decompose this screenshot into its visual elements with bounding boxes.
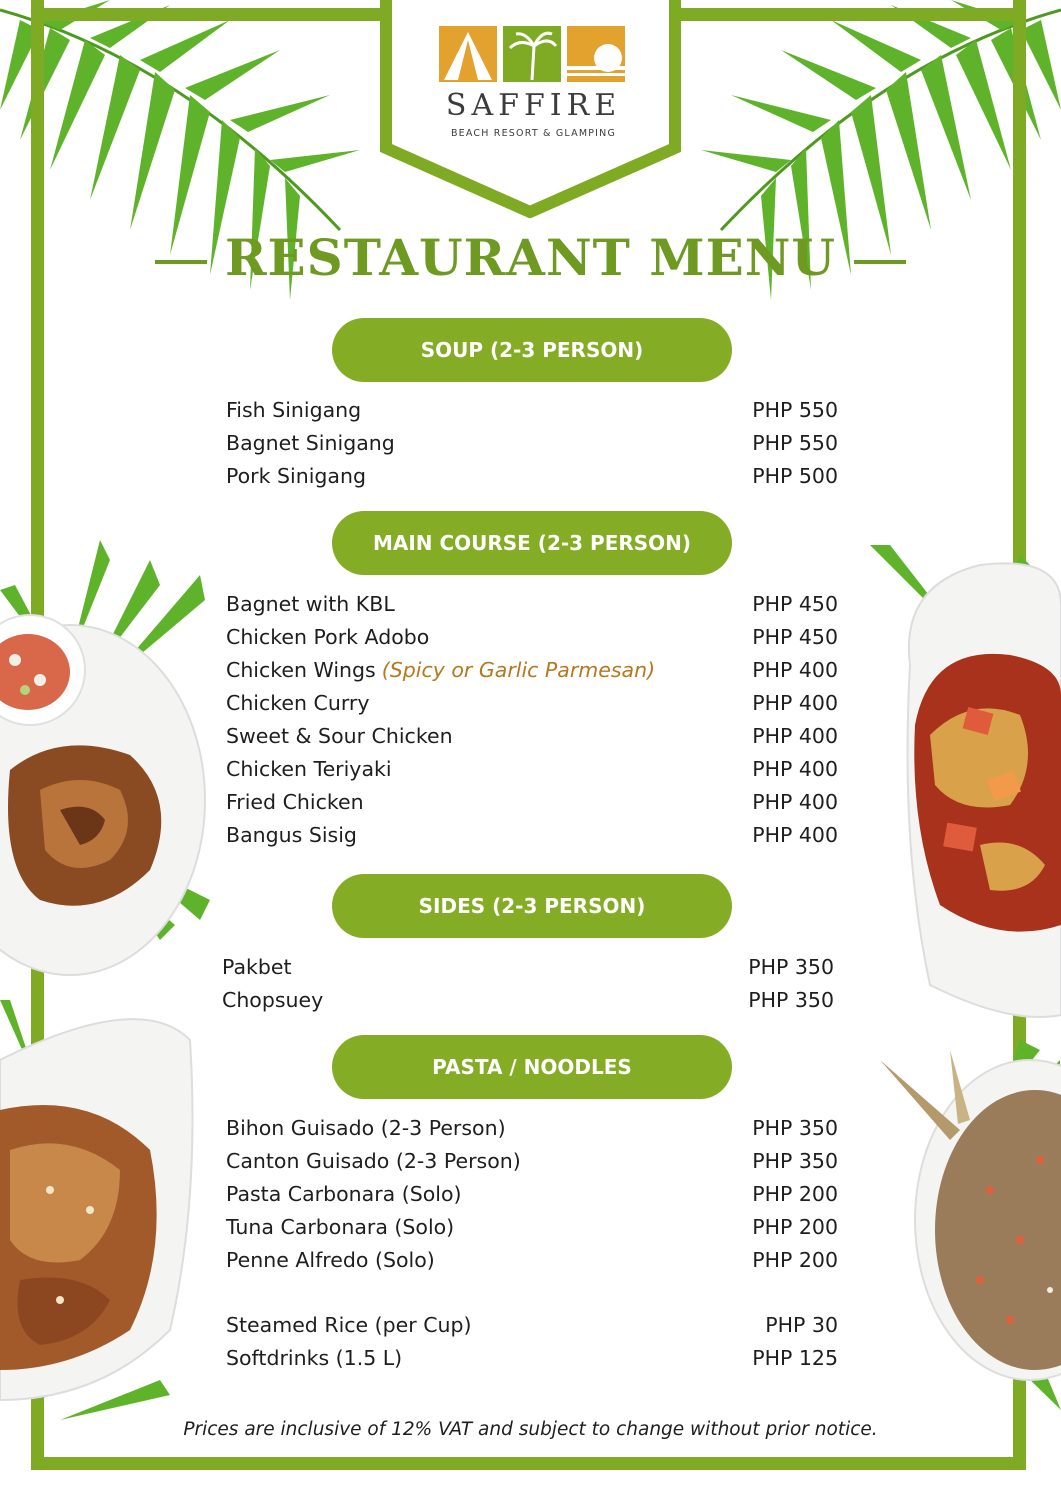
item-price: PHP 450 — [752, 625, 838, 649]
menu-item — [226, 757, 838, 790]
item-name: Fish Sinigang — [226, 398, 362, 422]
item-price: PHP 30 — [765, 1313, 838, 1337]
food-photo-sweet-sour-chicken — [870, 545, 1061, 1025]
item-price: PHP 450 — [752, 592, 838, 616]
item-price: PHP 125 — [752, 1346, 838, 1370]
item-name: Bangus Sisig — [226, 823, 357, 847]
item-price: PHP 550 — [752, 398, 838, 422]
item-name: Steamed Rice (per Cup) — [226, 1313, 472, 1337]
price-disclaimer: Prices are inclusive of 12% VAT and subject to change without prior notice. — [183, 1419, 878, 1440]
item-price: PHP 400 — [752, 724, 838, 748]
item-price: PHP 200 — [752, 1182, 838, 1206]
item-name: Bagnet with KBL — [226, 592, 395, 616]
menu-item — [222, 955, 834, 988]
item-price: PHP 350 — [752, 1116, 838, 1140]
item-name: Canton Guisado (2-3 Person) — [226, 1149, 521, 1173]
item-name: Pakbet — [222, 955, 292, 979]
menu-item — [226, 658, 838, 691]
item-price: PHP 200 — [752, 1248, 838, 1272]
item-price: PHP 350 — [752, 1149, 838, 1173]
saffire-logo-icon — [436, 26, 631, 144]
item-note: (Spicy or Garlic Parmesan) — [381, 658, 656, 682]
section-heading-soup: SOUP (2-3 PERSON) — [332, 318, 732, 382]
frame-top-left — [31, 8, 386, 21]
brand-subtitle: BEACH RESORT & GLAMPING — [450, 128, 617, 139]
item-name: Penne Alfredo (Solo) — [226, 1248, 435, 1272]
menu-item — [222, 988, 834, 1021]
menu-item — [226, 1116, 838, 1149]
menu-item — [226, 1149, 838, 1182]
title-dash-left — [155, 260, 207, 264]
food-photo-bagnet — [0, 540, 215, 980]
menu-item — [226, 1346, 838, 1379]
item-name: Bagnet Sinigang — [226, 431, 395, 455]
item-name: Pasta Carbonara (Solo) — [226, 1182, 462, 1206]
item-name: Bihon Guisado (2-3 Person) — [226, 1116, 506, 1140]
menu-item — [226, 592, 838, 625]
item-name-with-note — [226, 658, 655, 682]
item-name: Chicken Curry — [226, 691, 370, 715]
menu-item — [226, 464, 838, 497]
item-name: Tuna Carbonara (Solo) — [226, 1215, 455, 1239]
section-heading-sides: SIDES (2-3 PERSON) — [332, 874, 732, 938]
item-price: PHP 400 — [752, 823, 838, 847]
menu-item — [226, 1215, 838, 1248]
item-price: PHP 400 — [752, 790, 838, 814]
item-price: PHP 550 — [752, 431, 838, 455]
brand-name: SAFFIRE — [445, 88, 622, 123]
menu-item — [226, 398, 838, 431]
section-heading-main-course: MAIN COURSE (2-3 PERSON) — [332, 511, 732, 575]
title-dash-right — [854, 260, 906, 264]
item-price: PHP 200 — [752, 1215, 838, 1239]
section-heading-pasta-noodles: PASTA / NOODLES — [332, 1035, 732, 1099]
item-name: Sweet & Sour Chicken — [226, 724, 453, 748]
menu-item — [226, 724, 838, 757]
menu-item — [226, 1248, 838, 1281]
item-price: PHP 500 — [752, 464, 838, 488]
item-price: PHP 400 — [752, 658, 838, 682]
item-price: PHP 400 — [752, 691, 838, 715]
food-photo-bangus-sisig — [870, 1040, 1061, 1420]
item-price: PHP 400 — [752, 757, 838, 781]
item-name: Chicken Wings — [226, 658, 376, 682]
page-title: RESTAURANT MENU — [224, 228, 837, 287]
menu-item — [226, 625, 838, 658]
item-name: Softdrinks (1.5 L) — [226, 1346, 403, 1370]
item-name: Pork Sinigang — [226, 464, 366, 488]
menu-item — [226, 1182, 838, 1215]
menu-item — [226, 790, 838, 823]
menu-title-row — [0, 228, 1061, 287]
menu-item — [226, 823, 838, 856]
item-name: Fried Chicken — [226, 790, 364, 814]
menu-item — [226, 691, 838, 724]
item-name: Chopsuey — [222, 988, 324, 1012]
item-price: PHP 350 — [748, 955, 834, 979]
frame-top-right — [678, 8, 1026, 21]
item-price: PHP 350 — [748, 988, 834, 1012]
item-name: Chicken Pork Adobo — [226, 625, 430, 649]
menu-item — [226, 431, 838, 464]
food-photo-chicken-wings — [0, 1000, 200, 1420]
menu-item — [226, 1313, 838, 1346]
item-name: Chicken Teriyaki — [226, 757, 392, 781]
